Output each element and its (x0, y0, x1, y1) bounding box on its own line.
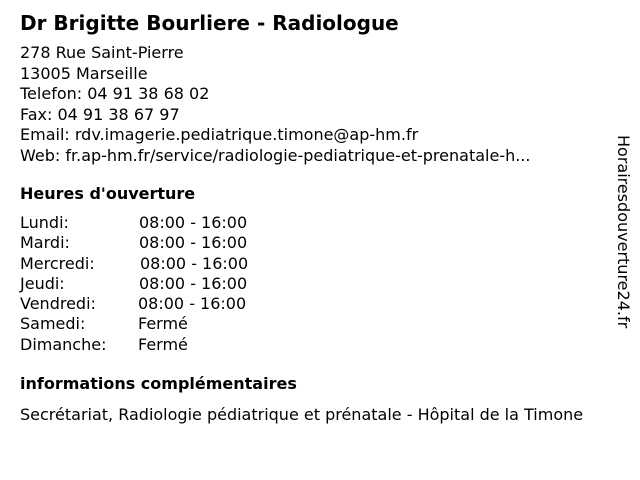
city-address: 13005 Marseille (20, 63, 148, 83)
hours-row-friday (20, 294, 320, 314)
day-label: Mercredi: (20, 253, 95, 273)
additional-info-heading: informations complémentaires (20, 374, 297, 393)
day-hours: 08:00 - 16:00 (139, 213, 248, 232)
contact-block (20, 43, 530, 166)
website-address: Web: fr.ap-hm.fr/service/radiologie-pediatrique-et-prenatale-h... (20, 145, 531, 165)
page-title: Dr Brigitte Bourliere - Radiologue (20, 11, 399, 35)
day-hours: 08:00 - 16:00 (139, 273, 248, 293)
day-label: Vendredi: (20, 294, 96, 314)
hours-row-tuesday (20, 233, 320, 253)
fax-number: Fax: 04 91 38 67 97 (20, 104, 180, 124)
day-label: Jeudi: (20, 273, 65, 293)
street-address: 278 Rue Saint-Pierre (20, 43, 184, 62)
hours-row-sunday (20, 335, 320, 355)
day-hours: 08:00 - 16:00 (138, 294, 247, 314)
opening-hours-table (20, 213, 320, 355)
hours-row-monday (20, 213, 320, 233)
hours-row-saturday (20, 314, 320, 334)
phone-number: Telefon: 04 91 38 68 02 (20, 84, 210, 103)
hours-row-thursday (20, 274, 320, 294)
day-hours: 08:00 - 16:00 (140, 253, 249, 273)
day-hours: Fermé (138, 334, 188, 354)
hours-row-wednesday (20, 254, 320, 274)
day-hours: 08:00 - 16:00 (139, 233, 248, 253)
day-label: Mardi: (20, 233, 70, 253)
additional-info-text: Secrétariat, Radiologie pédiatrique et prénatale - Hôpital de la Timone (20, 405, 584, 424)
email-address: Email: rdv.imagerie.pediatrique.timone@ap-hm.fr (20, 125, 419, 144)
day-hours: Fermé (138, 314, 188, 334)
day-label: Dimanche: (20, 334, 107, 354)
day-label: Lundi: (20, 213, 69, 232)
site-watermark: Horairesdouverture24.fr (614, 135, 633, 329)
day-label: Samedi: (20, 314, 86, 334)
opening-hours-heading: Heures d'ouverture (20, 184, 196, 203)
